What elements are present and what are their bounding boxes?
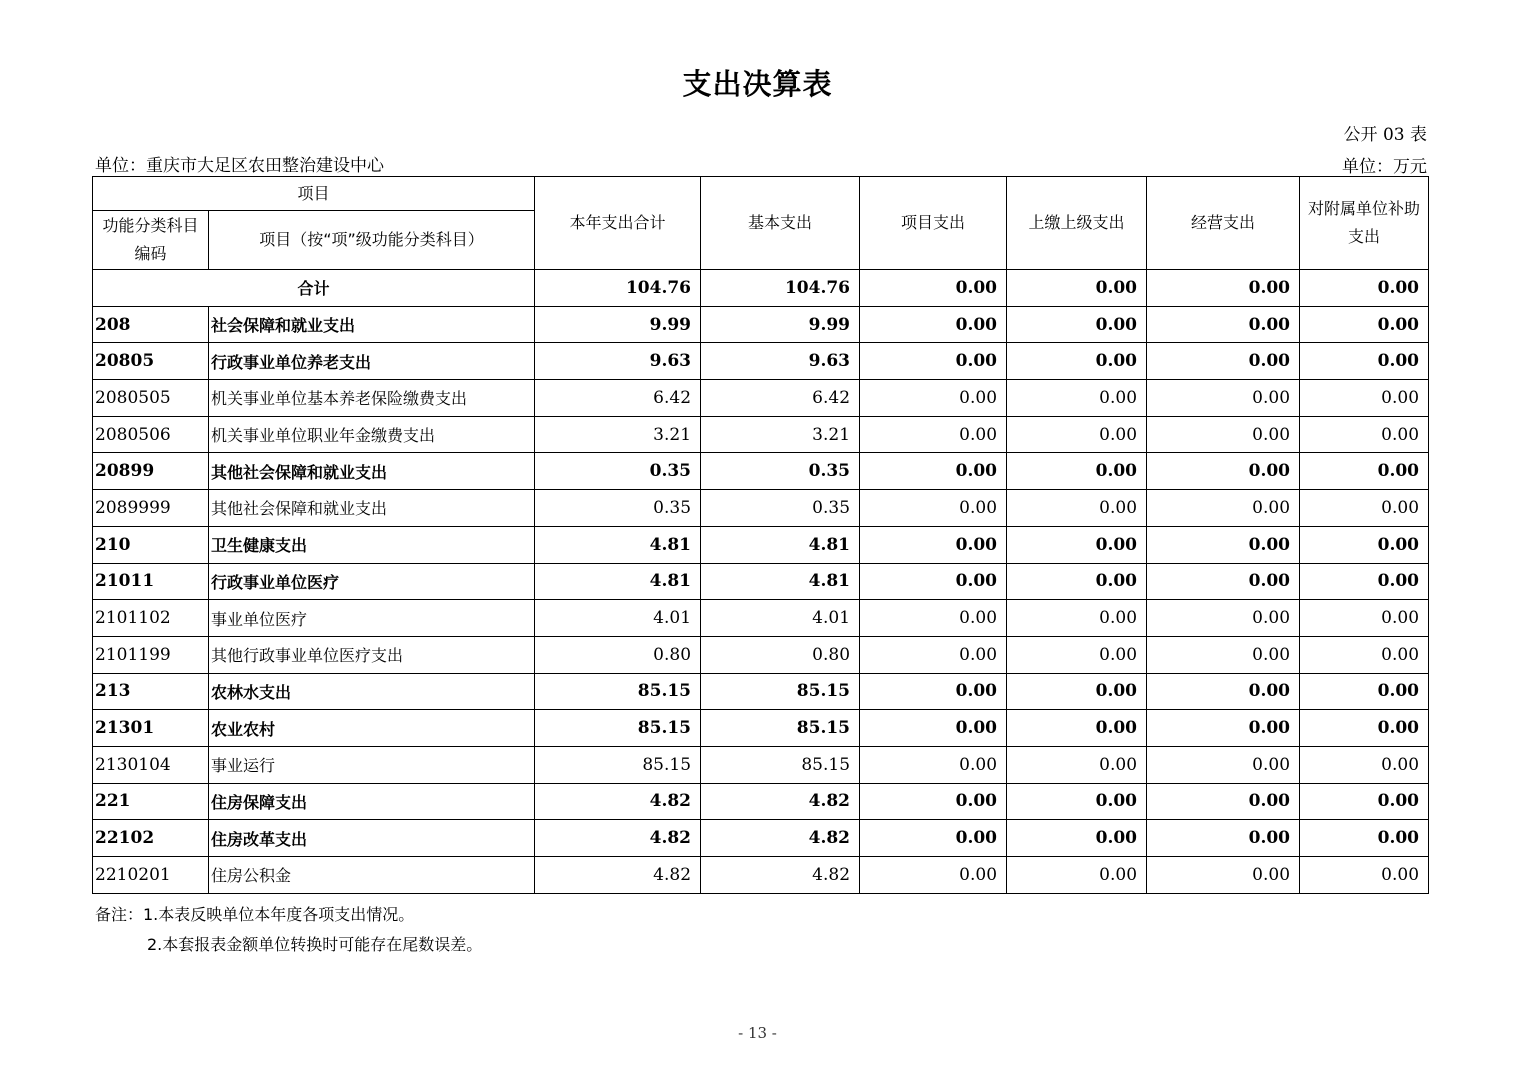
cell-upper: 0.00 [1007, 563, 1147, 600]
table-row [93, 453, 1429, 490]
cell-code: 20805 [93, 343, 209, 380]
notes [95, 900, 482, 960]
table-row [93, 746, 1429, 783]
expenditure-table [92, 176, 1429, 894]
cell-name: 其他社会保障和就业支出 [209, 453, 535, 490]
total-label: 合计 [93, 270, 535, 307]
cell-subsidy: 0.00 [1300, 563, 1429, 600]
cell-name: 事业单位医疗 [209, 600, 535, 637]
header-project: 项目 [93, 177, 535, 211]
cell-basic: 4.82 [701, 857, 860, 894]
cell-subsidy: 0.00 [1300, 600, 1429, 637]
cell-subsidy: 0.00 [1300, 526, 1429, 563]
cell-project: 0.00 [860, 820, 1007, 857]
cell-total: 6.42 [535, 380, 701, 417]
cell-upper: 0.00 [1007, 636, 1147, 673]
cell-project: 0.00 [860, 636, 1007, 673]
cell-business: 0.00 [1147, 710, 1300, 747]
cell-name: 事业运行 [209, 746, 535, 783]
header-project-expenditure: 项目支出 [860, 177, 1007, 270]
cell-code: 2101199 [93, 636, 209, 673]
cell-basic: 0.35 [701, 490, 860, 527]
cell-project: 0.00 [860, 526, 1007, 563]
table-id: 公开 03 表 [1343, 125, 1427, 145]
cell-subsidy: 0.00 [1300, 783, 1429, 820]
cell-total: 0.35 [535, 453, 701, 490]
cell-basic: 4.81 [701, 526, 860, 563]
cell-business: 0.00 [1147, 636, 1300, 673]
cell-subsidy: 0.00 [1300, 343, 1429, 380]
table-row [93, 416, 1429, 453]
cell-business: 0.00 [1147, 343, 1300, 380]
cell-name: 社会保障和就业支出 [209, 306, 535, 343]
cell-upper: 0.00 [1007, 343, 1147, 380]
cell-total: 85.15 [535, 673, 701, 710]
cell-business: 0.00 [1147, 526, 1300, 563]
cell-business: 0.00 [1147, 380, 1300, 417]
cell-total: 3.21 [535, 416, 701, 453]
cell-subsidy: 0.00 [1300, 270, 1429, 307]
cell-upper: 0.00 [1007, 416, 1147, 453]
cell-code: 2210201 [93, 857, 209, 894]
cell-upper: 0.00 [1007, 270, 1147, 307]
note-line-2: 2.本套报表金额单位转换时可能存在尾数误差。 [147, 935, 483, 954]
cell-name: 其他行政事业单位医疗支出 [209, 636, 535, 673]
table-row [93, 600, 1429, 637]
cell-project: 0.00 [860, 453, 1007, 490]
cell-project: 0.00 [860, 343, 1007, 380]
reporting-unit: 单位：重庆市大足区农田整治建设中心 [95, 156, 384, 176]
cell-upper: 0.00 [1007, 600, 1147, 637]
header-total: 本年支出合计 [535, 177, 701, 270]
cell-business: 0.00 [1147, 857, 1300, 894]
cell-code: 2080506 [93, 416, 209, 453]
cell-upper: 0.00 [1007, 746, 1147, 783]
table-row [93, 783, 1429, 820]
cell-subsidy: 0.00 [1300, 416, 1429, 453]
note-line-1: 备注：1.本表反映单位本年度各项支出情况。 [95, 905, 415, 924]
cell-total: 4.82 [535, 820, 701, 857]
cell-business: 0.00 [1147, 270, 1300, 307]
header-name: 项目（按“项”级功能分类科目） [209, 211, 535, 270]
cell-subsidy: 0.00 [1300, 380, 1429, 417]
cell-subsidy: 0.00 [1300, 673, 1429, 710]
cell-business: 0.00 [1147, 453, 1300, 490]
cell-basic: 4.01 [701, 600, 860, 637]
page-number: - 13 - [738, 1024, 777, 1042]
cell-basic: 104.76 [701, 270, 860, 307]
cell-upper: 0.00 [1007, 453, 1147, 490]
cell-total: 4.81 [535, 563, 701, 600]
cell-project: 0.00 [860, 270, 1007, 307]
cell-upper: 0.00 [1007, 380, 1147, 417]
cell-project: 0.00 [860, 416, 1007, 453]
cell-total: 9.63 [535, 343, 701, 380]
cell-project: 0.00 [860, 600, 1007, 637]
cell-name: 机关事业单位基本养老保险缴费支出 [209, 380, 535, 417]
cell-code: 2101102 [93, 600, 209, 637]
cell-code: 2130104 [93, 746, 209, 783]
cell-business: 0.00 [1147, 490, 1300, 527]
cell-project: 0.00 [860, 380, 1007, 417]
cell-total: 4.01 [535, 600, 701, 637]
cell-name: 行政事业单位养老支出 [209, 343, 535, 380]
cell-subsidy: 0.00 [1300, 820, 1429, 857]
cell-upper: 0.00 [1007, 857, 1147, 894]
cell-basic: 0.80 [701, 636, 860, 673]
cell-basic: 9.63 [701, 343, 860, 380]
cell-project: 0.00 [860, 783, 1007, 820]
cell-business: 0.00 [1147, 673, 1300, 710]
cell-business: 0.00 [1147, 563, 1300, 600]
cell-total: 85.15 [535, 710, 701, 747]
cell-name: 住房改革支出 [209, 820, 535, 857]
total-row [93, 270, 1429, 307]
cell-total: 0.35 [535, 490, 701, 527]
cell-name: 农业农村 [209, 710, 535, 747]
page-title: 支出决算表 [682, 67, 833, 101]
cell-business: 0.00 [1147, 820, 1300, 857]
cell-code: 22102 [93, 820, 209, 857]
cell-total: 85.15 [535, 746, 701, 783]
cell-code: 2089999 [93, 490, 209, 527]
cell-subsidy: 0.00 [1300, 636, 1429, 673]
header-business: 经营支出 [1147, 177, 1300, 270]
table-row [93, 343, 1429, 380]
table-row [93, 380, 1429, 417]
cell-subsidy: 0.00 [1300, 710, 1429, 747]
cell-total: 9.99 [535, 306, 701, 343]
cell-project: 0.00 [860, 746, 1007, 783]
cell-name: 住房保障支出 [209, 783, 535, 820]
cell-code: 21011 [93, 563, 209, 600]
header-subsidy: 对附属单位补助支出 [1300, 177, 1429, 270]
cell-code: 210 [93, 526, 209, 563]
cell-code: 21301 [93, 710, 209, 747]
cell-subsidy: 0.00 [1300, 746, 1429, 783]
cell-project: 0.00 [860, 673, 1007, 710]
cell-project: 0.00 [860, 710, 1007, 747]
cell-basic: 6.42 [701, 380, 860, 417]
header-code: 功能分类科目编码 [93, 211, 209, 270]
cell-business: 0.00 [1147, 600, 1300, 637]
cell-total: 4.82 [535, 783, 701, 820]
cell-basic: 85.15 [701, 710, 860, 747]
table-row [93, 306, 1429, 343]
cell-project: 0.00 [860, 306, 1007, 343]
cell-business: 0.00 [1147, 306, 1300, 343]
header-upper-level: 上缴上级支出 [1007, 177, 1147, 270]
cell-code: 208 [93, 306, 209, 343]
cell-subsidy: 0.00 [1300, 490, 1429, 527]
cell-business: 0.00 [1147, 746, 1300, 783]
cell-basic: 0.35 [701, 453, 860, 490]
cell-code: 2080505 [93, 380, 209, 417]
table-row [93, 673, 1429, 710]
cell-name: 行政事业单位医疗 [209, 563, 535, 600]
cell-project: 0.00 [860, 563, 1007, 600]
table-row [93, 636, 1429, 673]
cell-upper: 0.00 [1007, 783, 1147, 820]
cell-basic: 4.82 [701, 783, 860, 820]
cell-code: 20899 [93, 453, 209, 490]
cell-total: 4.81 [535, 526, 701, 563]
cell-name: 机关事业单位职业年金缴费支出 [209, 416, 535, 453]
cell-basic: 3.21 [701, 416, 860, 453]
cell-total: 104.76 [535, 270, 701, 307]
cell-upper: 0.00 [1007, 306, 1147, 343]
cell-basic: 4.82 [701, 820, 860, 857]
cell-name: 卫生健康支出 [209, 526, 535, 563]
cell-basic: 4.81 [701, 563, 860, 600]
cell-total: 0.80 [535, 636, 701, 673]
cell-upper: 0.00 [1007, 710, 1147, 747]
cell-basic: 85.15 [701, 673, 860, 710]
cell-code: 221 [93, 783, 209, 820]
cell-upper: 0.00 [1007, 673, 1147, 710]
cell-subsidy: 0.00 [1300, 857, 1429, 894]
table-row [93, 490, 1429, 527]
cell-project: 0.00 [860, 490, 1007, 527]
cell-name: 其他社会保障和就业支出 [209, 490, 535, 527]
table-row [93, 526, 1429, 563]
table-row [93, 857, 1429, 894]
table-row [93, 820, 1429, 857]
cell-business: 0.00 [1147, 783, 1300, 820]
header-basic: 基本支出 [701, 177, 860, 270]
cell-name: 住房公积金 [209, 857, 535, 894]
cell-upper: 0.00 [1007, 820, 1147, 857]
cell-total: 4.82 [535, 857, 701, 894]
cell-project: 0.00 [860, 857, 1007, 894]
cell-subsidy: 0.00 [1300, 306, 1429, 343]
cell-basic: 9.99 [701, 306, 860, 343]
cell-code: 213 [93, 673, 209, 710]
table-row [93, 563, 1429, 600]
cell-business: 0.00 [1147, 416, 1300, 453]
cell-name: 农林水支出 [209, 673, 535, 710]
cell-subsidy: 0.00 [1300, 453, 1429, 490]
table-row [93, 710, 1429, 747]
cell-basic: 85.15 [701, 746, 860, 783]
currency-unit: 单位：万元 [1342, 157, 1427, 177]
cell-upper: 0.00 [1007, 490, 1147, 527]
cell-upper: 0.00 [1007, 526, 1147, 563]
